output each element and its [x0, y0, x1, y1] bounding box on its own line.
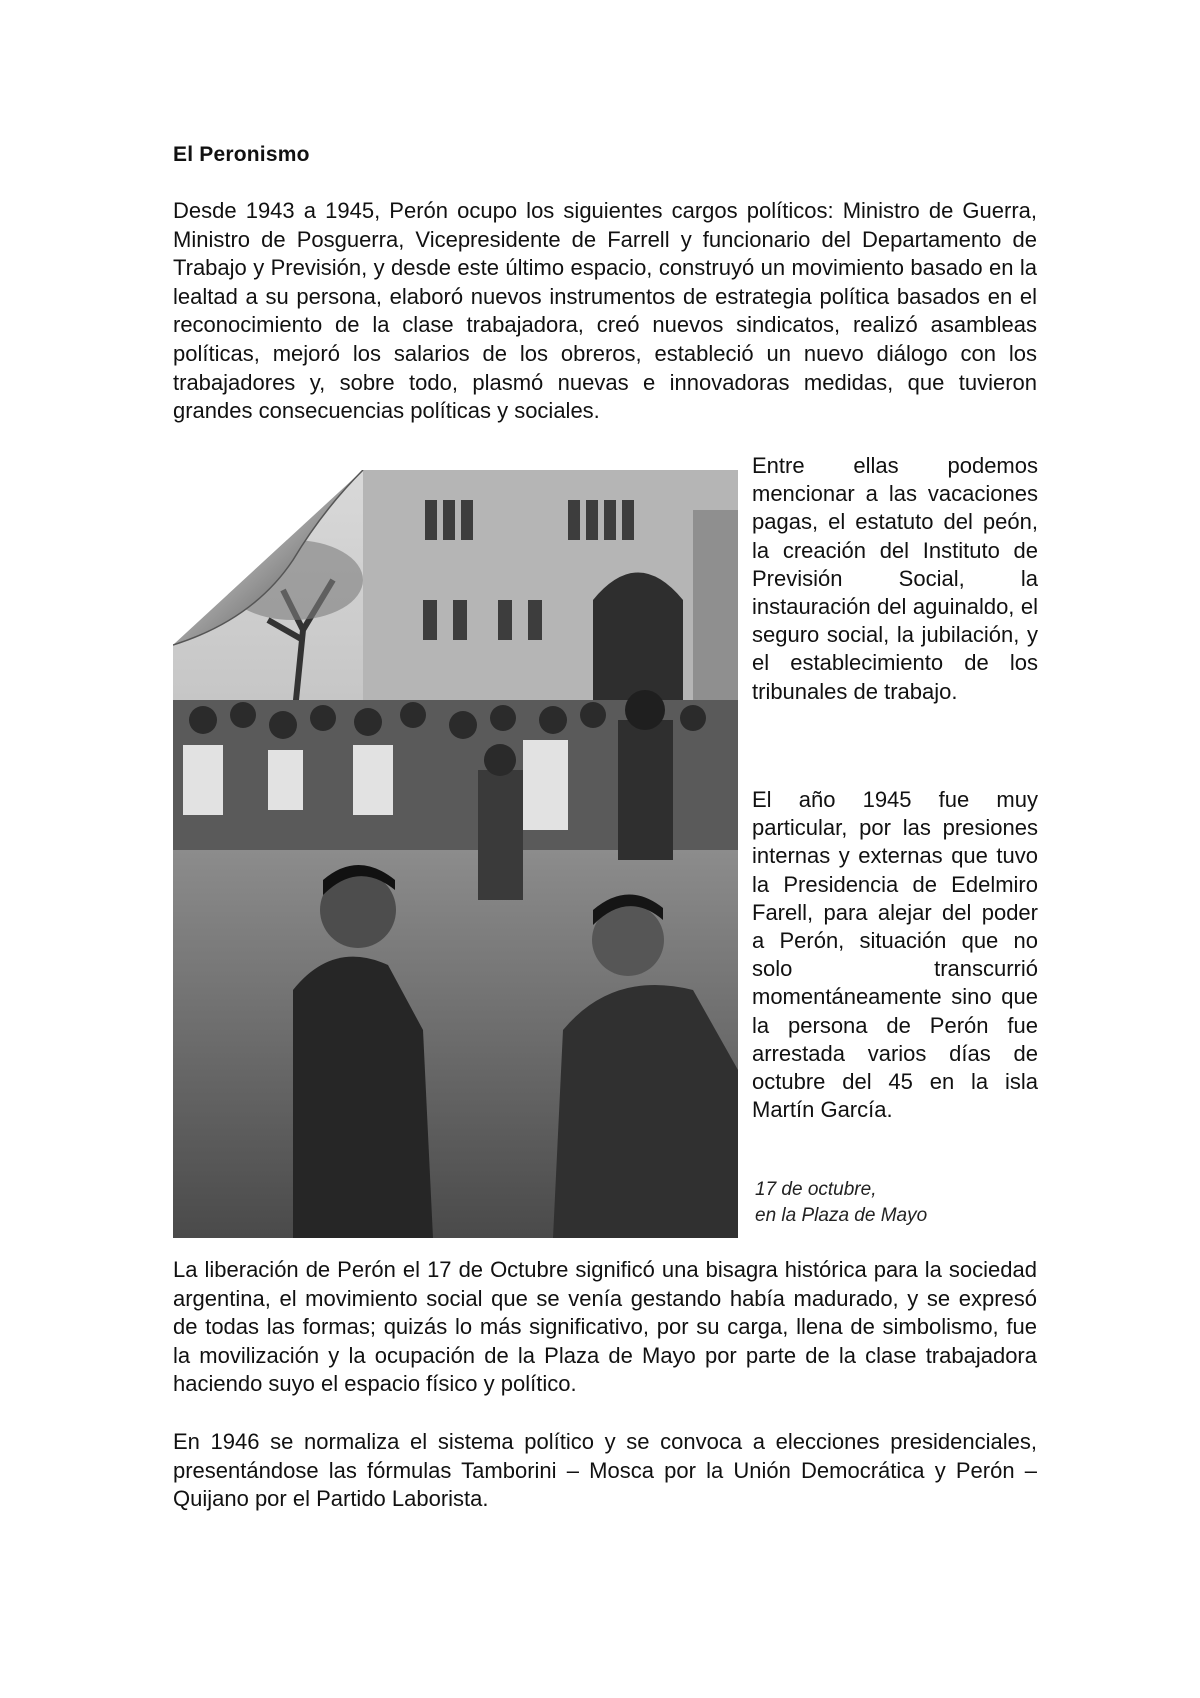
- liberation-paragraph: La liberación de Perón el 17 de Octubre significó una bisagra histórica para la sociedad argentina, el movimiento social que se venía gestando había madurado, y se expresó de todas las formas; quizás lo más significativo, por su carga, llena de simbolismo, fue la movilización y la ocupación de la Plaza de Mayo por parte de la clase trabajadora haciendo suyo el espacio físico y político.: [173, 1257, 1037, 1397]
- side-paragraph-1945: El año 1945 fue muy particular, por las presiones internas y externas que tuvo la Presidencia de Edelmiro Farell, para alejar del poder a Perón, situación que no solo transcurrió momentáneamente sino que la persona de Perón fue arrestada varios días de octubre del 45 en la isla Martín García.: [752, 787, 1038, 1123]
- historical-photo: [173, 470, 738, 1238]
- elections-paragraph: En 1946 se normaliza el sistema político y se convoca a elecciones presidenciales, presentándose las fórmulas Tamborini – Mosca por la Unión Democrática y Perón – Quijano por el Partido Laborista.: [173, 1429, 1037, 1512]
- caption-line-2: en la Plaza de Mayo: [755, 1205, 928, 1226]
- page-title: El Peronismo: [173, 143, 310, 166]
- side-paragraph-measures: Entre ellas podemos mencionar a las vacaciones pagas, el estatuto del peón, la creación del Instituto de Previsión Social, la instauración del aguinaldo, el seguro social, la jubilación, y el establecimiento de los tribunales de trabajo.: [752, 453, 1038, 704]
- caption-line-1: 17 de octubre,: [755, 1179, 877, 1200]
- intro-paragraph: Desde 1943 a 1945, Perón ocupo los siguientes cargos políticos: Ministro de Guerra, Ministro de Posguerra, Vicepresidente de Farrell y funcionario del Departamento de Trabajo y Previsión, y desde este último espacio, construyó un movimiento basado en la lealtad a su persona, elaboró nuevos instrumentos de estrategia política basados en el reconocimiento de la clase trabajadora, creó nuevos sindicatos, realizó asambleas políticas, mejoró los salarios de los obreros, estableció un nuevo diálogo con los trabajadores y, sobre todo, plasmó nuevas e innovadoras medidas, que tuvieron grandes consecuencias políticas y sociales.: [173, 198, 1037, 424]
- photo-caption: [755, 1177, 927, 1229]
